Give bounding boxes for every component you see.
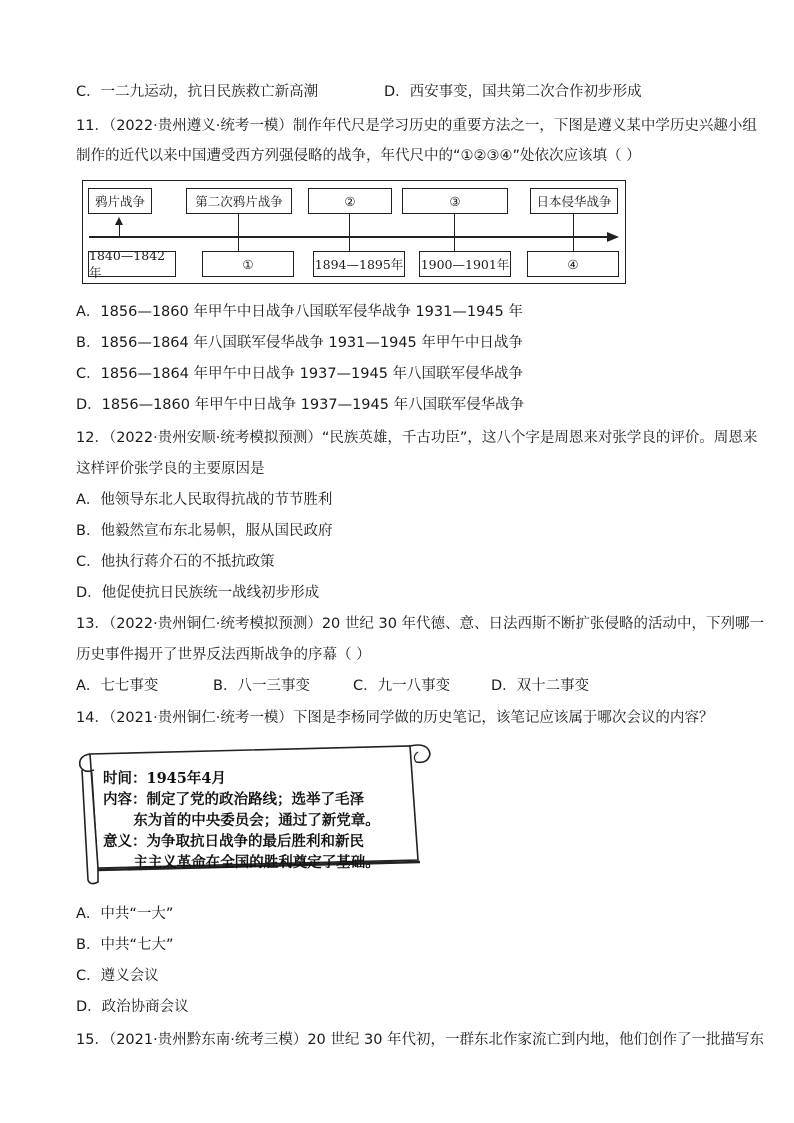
q10-option-d: D．西安事变，国共第二次合作初步形成 — [384, 84, 642, 100]
q12-option-a: A．他领导东北人民取得抗战的节节胜利 — [76, 492, 333, 508]
timeline-bottom-1: 1840—1842年 — [88, 251, 176, 277]
timeline-top-4: ③ — [402, 188, 508, 214]
history-note — [103, 768, 380, 873]
note-line-meaning-2: 主主义革命在全国的胜利奠定了基础。 — [103, 854, 380, 871]
timeline-top-1: 鸦片战争 — [88, 188, 152, 214]
q13-option-d: D．双十二事变 — [491, 678, 590, 694]
note-line-meaning-1: 意义：为争取抗日战争的最后胜利和新民 — [103, 833, 364, 850]
q12-stem-line1: 12．（2022·贵州安顺·统考模拟预测）“民族英雄，千古功臣”，这八个字是周恩来对张学良的评价。周恩来 — [76, 430, 758, 446]
q13-stem-line1: 13．（2022·贵州铜仁·统考模拟预测）20 世纪 30 年代德、意、日法西斯不断扩张侵略的活动中，下列哪一 — [76, 616, 765, 632]
q11-option-c: C．1856—1864 年甲午中日战争 1937—1945 年八国联军侵华战争 — [76, 366, 524, 382]
note-line-content-1: 内容：制定了党的政治路线；选举了毛泽 — [103, 791, 364, 808]
q12-stem-line2: 这样评价张学良的主要原因是 — [76, 461, 265, 477]
q11-stem-line2: 制作的近代以来中国遭受西方列强侵略的战争，年代尺中的“①②③④”处依次应该填（ ） — [76, 148, 641, 164]
q13-stem-line2: 历史事件揭开了世界反法西斯战争的序幕（ ） — [76, 647, 371, 663]
q13-option-c: C．九一八事变 — [353, 678, 451, 694]
q14-option-a: A．中共“一大” — [76, 906, 174, 922]
axis-arrow-icon — [607, 232, 619, 242]
timeline-top-2: 第二次鸦片战争 — [186, 188, 292, 214]
q14-stem: 14．（2021·贵州铜仁·统考一模）下图是李杨同学做的历史笔记，该笔记应该属于哪次会议的内容？ — [76, 710, 714, 726]
q13-option-a: A．七七事变 — [76, 678, 159, 694]
timeline-bottom-4: 1900—1901年 — [419, 251, 511, 277]
timeline-bottom-3: 1894—1895年 — [313, 251, 405, 277]
note-line-time: 时间：1945年4月 — [103, 770, 226, 787]
timeline-top-5: 日本侵华战争 — [530, 188, 618, 214]
q12-option-c: C．他执行蒋介石的不抵抗政策 — [76, 554, 275, 570]
timeline-top-3: ② — [308, 188, 392, 214]
q12-option-d: D．他促使抗日民族统一战线初步形成 — [76, 585, 320, 601]
timeline-bottom-5: ④ — [527, 251, 619, 277]
q15-stem-line1: 15．（2021·贵州黔东南·统考三模）20 世纪 30 年代初，一群东北作家流亡到内地，他们创作了一批描写东 — [76, 1032, 765, 1048]
q11-stem-line1: 11．（2022·贵州遵义·统考一模）制作年代尺是学习历史的重要方法之一，下图是遵义某中学历史兴趣小组 — [76, 118, 757, 134]
q14-option-c: C．遵义会议 — [76, 968, 159, 984]
q11-option-a: A．1856—1860 年甲午中日战争八国联军侵华战争 1931—1945 年 — [76, 304, 523, 320]
q12-option-b: B．他毅然宣布东北易帜，服从国民政府 — [76, 523, 333, 539]
q11-option-d: D．1856—1860 年甲午中日战争 1937—1945 年八国联军侵华战争 — [76, 397, 525, 413]
q11-option-b: B．1856—1864 年八国联军侵华战争 1931—1945 年甲午中日战争 — [76, 335, 523, 351]
timeline-bottom-2: ① — [202, 251, 294, 277]
note-line-content-2: 东为首的中央委员会；通过了新党章。 — [103, 812, 380, 829]
q14-option-d: D．政治协商会议 — [76, 999, 189, 1015]
timeline-figure — [82, 180, 626, 284]
q13-option-b: B．八一三事变 — [213, 678, 310, 694]
q14-option-b: B．中共“七大” — [76, 937, 174, 953]
q10-option-c: C．一二九运动，抗日民族救亡新高潮 — [76, 84, 319, 100]
